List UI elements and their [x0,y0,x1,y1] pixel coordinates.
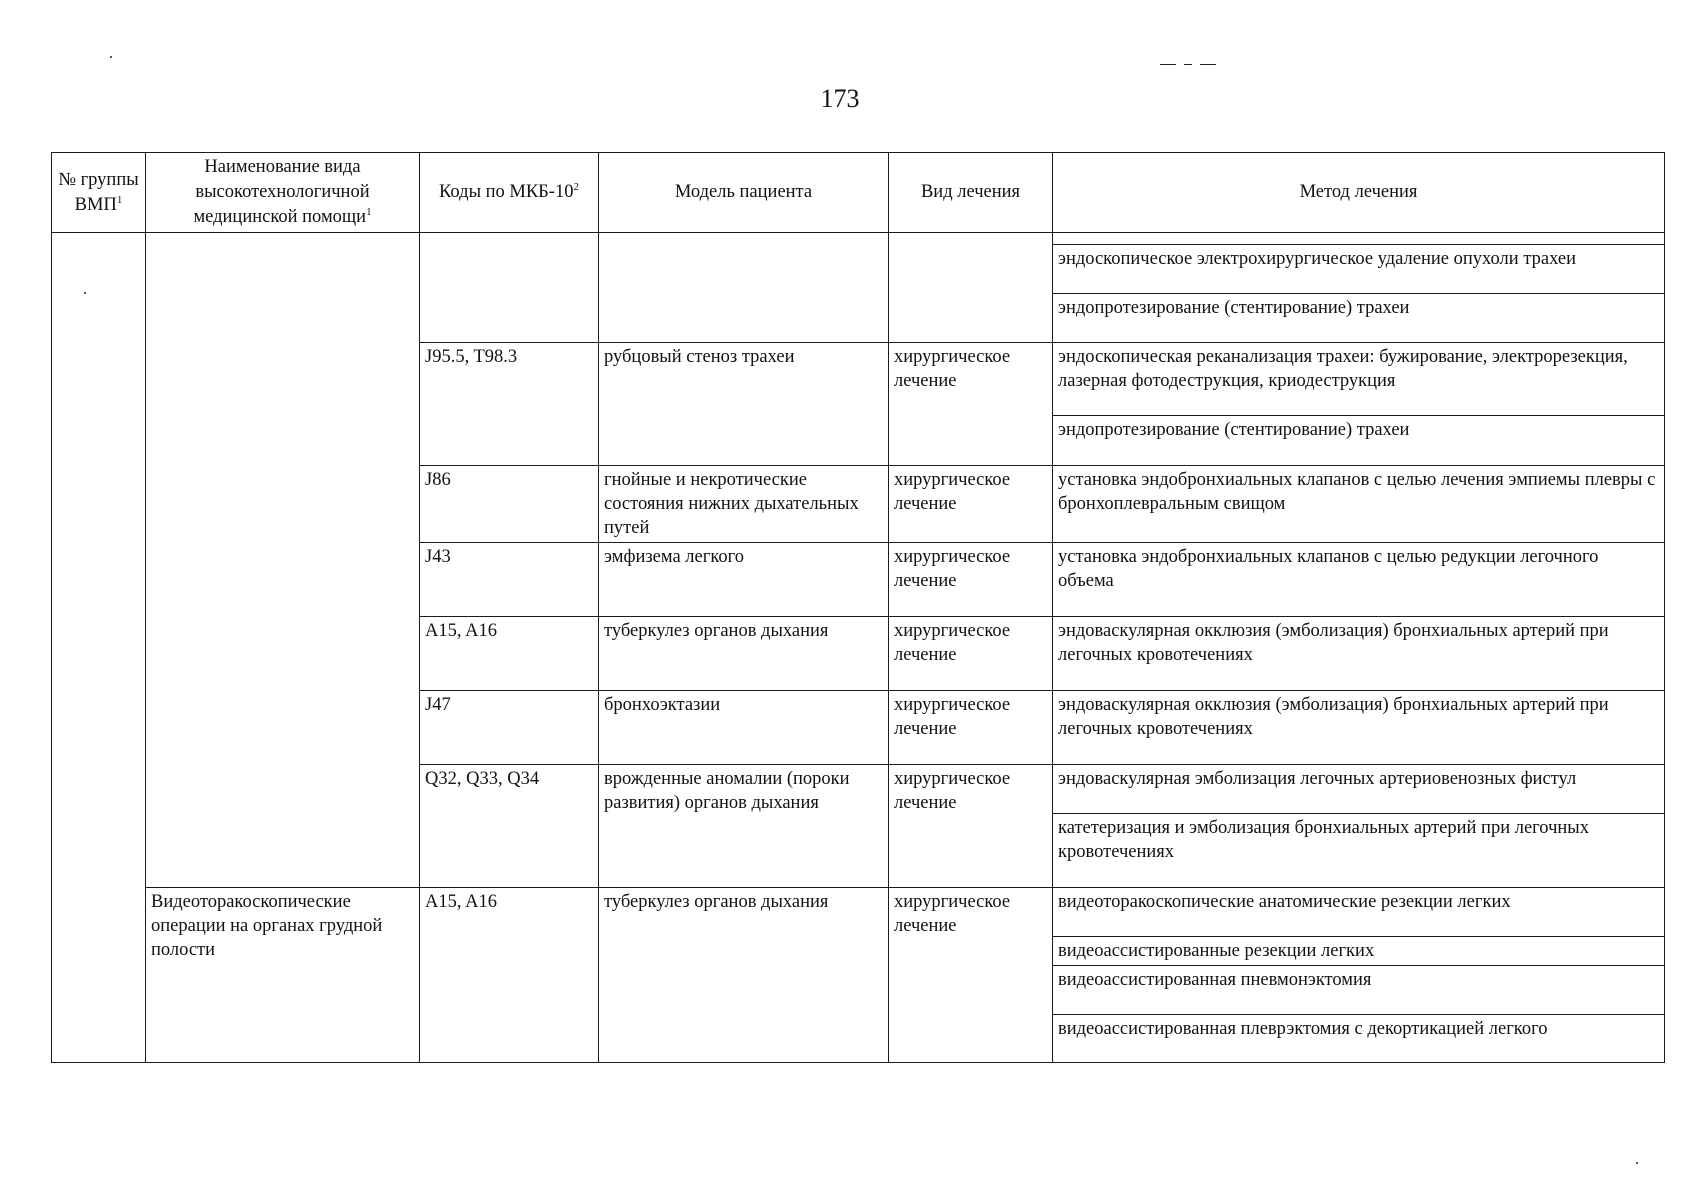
model-cell [599,233,889,343]
header-treatment-type: Вид лечения [889,153,1053,233]
table-row [52,888,1665,937]
method-cell: эндоскопическая реканализация трахеи: бужирование, электрорезекция, лазерная фотодеструкция, криодеструкция [1053,343,1665,416]
method-cell: эндоскопическое электрохирургическое удаление опухоли трахеи [1053,245,1665,294]
group-no-cell [52,233,146,1063]
header-patient-model: Модель пациента [599,153,889,233]
method-cell: установка эндобронхиальных клапанов с целью лечения эмпиемы плевры с бронхоплевральным свищом [1053,466,1665,543]
method-cell: эндоваскулярная окклюзия (эмболизация) бронхиальных артерий при легочных кровотечениях [1053,691,1665,765]
scan-dash [1184,64,1192,65]
table-header-row [52,153,1665,233]
treatment-cell: хирургическое лечение [889,466,1053,543]
codes-cell [420,233,599,343]
scan-speck [1636,1162,1638,1164]
model-cell: эмфизема легкого [599,543,889,617]
model-cell: бронхоэктазии [599,691,889,765]
vmp-name-cell: Видеоторакоскопические операции на органах грудной полости [146,888,420,1063]
model-cell: туберкулез органов дыхания [599,888,889,1063]
model-cell: туберкулез органов дыхания [599,617,889,691]
method-cell: эндопротезирование (стентирование) трахеи [1053,294,1665,343]
model-cell: гнойные и некротические состояния нижних дыхательных путей [599,466,889,543]
method-cell: эндоваскулярная эмболизация легочных артериовенозных фистул [1053,765,1665,814]
codes-cell: J43 [420,543,599,617]
model-cell: врожденные аномалии (пороки развития) органов дыхания [599,765,889,888]
treatment-cell [889,233,1053,343]
page-number: 173 [820,84,860,113]
header-group-no: № группы ВМП$^1$ [52,153,146,233]
scan-speck [110,56,112,58]
header-treatment-method: Метод лечения [1053,153,1665,233]
model-cell: рубцовый стеноз трахеи [599,343,889,466]
codes-cell: J47 [420,691,599,765]
vmp-table [51,152,1665,1063]
treatment-cell: хирургическое лечение [889,691,1053,765]
method-cell: установка эндобронхиальных клапанов с целью редукции легочного объема [1053,543,1665,617]
vmp-name-cell [146,233,420,888]
header-icd-codes: Коды по МКБ-$10^2$ [420,153,599,233]
codes-cell: J86 [420,466,599,543]
method-cell: эндоваскулярная окклюзия (эмболизация) бронхиальных артерий при легочных кровотечениях [1053,617,1665,691]
treatment-cell: хирургическое лечение [889,765,1053,888]
scan-dash [1160,64,1176,65]
codes-cell: J95.5, T98.3 [420,343,599,466]
method-cell: видеоассистированная плеврэктомия с декортикацией легкого [1053,1015,1665,1063]
method-cell: видеоассистированная пневмонэктомия [1053,966,1665,1015]
codes-cell: A15, A16 [420,888,599,1063]
method-cell: эндопротезирование (стентирование) трахеи [1053,416,1665,466]
treatment-cell: хирургическое лечение [889,888,1053,1063]
table-row [52,233,1665,245]
codes-cell: A15, A16 [420,617,599,691]
treatment-cell: хирургическое лечение [889,343,1053,466]
header-vmp-name: Наименование вида высокотехнологичной медицинской помощи$^1$ [146,153,420,233]
scan-dash [1200,64,1216,65]
treatment-cell: хирургическое лечение [889,617,1053,691]
method-cell: видеоассистированные резекции легких [1053,937,1665,966]
codes-cell: Q32, Q33, Q34 [420,765,599,888]
method-cell: видеоторакоскопические анатомические резекции легких [1053,888,1665,937]
method-cell [1053,233,1665,245]
method-cell: катетеризация и эмболизация бронхиальных артерий при легочных кровотечениях [1053,814,1665,888]
treatment-cell: хирургическое лечение [889,543,1053,617]
